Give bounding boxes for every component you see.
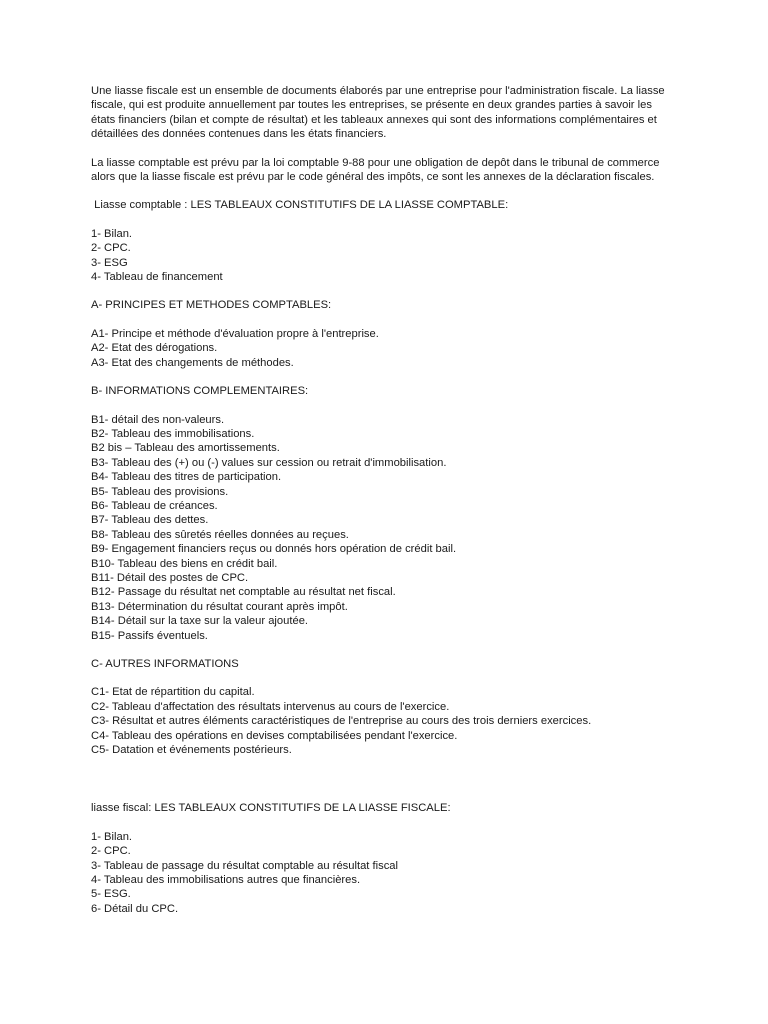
list-item: B8- Tableau des sûretés réelles données au reçues. <box>91 528 349 541</box>
list-item: C3- Résultat et autres éléments caractéristiques de l'entreprise au cours des trois derniers exercices. <box>91 715 592 728</box>
list-item: B5- Tableau des provisions. <box>91 485 229 498</box>
list-item: B10- Tableau des biens en crédit bail. <box>91 557 278 570</box>
list-item: C5- Datation et événements postérieurs. <box>91 744 292 757</box>
list-item: A2- Etat des dérogations. <box>91 342 218 355</box>
section-b-list <box>91 413 671 644</box>
intro-paragraph-2: La liasse comptable est prévu par la loi comptable 9-88 pour une obligation de depôt dans le tribunal de commerce alors que la liasse fiscale est prévu par le code général des impôts, ce sont les annexes de la déclaration fiscales. <box>91 156 660 184</box>
spacer <box>91 771 671 801</box>
list-item: A3- Etat des changements de méthodes. <box>91 356 294 369</box>
liasse-comptable-heading: Liasse comptable : LES TABLEAUX CONSTITUTIFS DE LA LIASSE COMPTABLE: <box>91 199 509 212</box>
list-item: 4- Tableau de financement <box>91 271 223 284</box>
list-item: 2- CPC. <box>91 845 131 858</box>
list-item: B15- Passifs éventuels. <box>91 629 208 642</box>
list-item: B11- Détail des postes de CPC. <box>91 571 249 584</box>
list-item: 4- Tableau des immobilisations autres que financières. <box>91 874 361 887</box>
list-item: 3- Tableau de passage du résultat comptable au résultat fiscal <box>91 859 399 872</box>
list-item: C4- Tableau des opérations en devises comptabilisées pendant l'exercice. <box>91 729 458 742</box>
list-item: B6- Tableau de créances. <box>91 499 218 512</box>
list-item: B13- Détermination du résultat courant après impôt. <box>91 600 348 613</box>
section-c-list <box>91 685 671 757</box>
liasse-fiscale-heading: liasse fiscal: LES TABLEAUX CONSTITUTIFS DE LA LIASSE FISCALE: <box>91 802 451 815</box>
list-item: 3- ESG <box>91 256 128 269</box>
section-c-heading: C- AUTRES INFORMATIONS <box>91 658 239 670</box>
liasse-fiscale-list <box>91 830 671 916</box>
list-item: B3- Tableau des (+) ou (-) values sur cession ou retrait d'immobilisation. <box>91 456 447 469</box>
section-b-heading: B- INFORMATIONS COMPLEMENTAIRES: <box>91 385 309 398</box>
list-item: 6- Détail du CPC. <box>91 902 179 915</box>
list-item: C1- Etat de répartition du capital. <box>91 686 255 699</box>
list-item: B9- Engagement financiers reçus ou donnés hors opération de crédit bail. <box>91 543 457 556</box>
list-item: B2 bis – Tableau des amortissements. <box>91 442 280 455</box>
list-item: 2- CPC. <box>91 242 131 255</box>
list-item: 1- Bilan. <box>91 830 133 843</box>
section-a-heading: A- PRINCIPES ET METHODES COMPTABLES: <box>91 299 332 312</box>
section-a-list <box>91 327 671 370</box>
list-item: C2- Tableau d'affectation des résultats intervenus au cours de l'exercice. <box>91 700 450 713</box>
list-item: B2- Tableau des immobilisations. <box>91 427 255 440</box>
intro-paragraph-1: Une liasse fiscale est un ensemble de documents élaborés par une entreprise pour l'administration fiscale. La liasse fiscale, qui est produite annuellement par toutes les entreprises, se présente en deux grandes parties à savoir les états financiers (bilan et compte de résultat) et les tableaux annexes qui sont des informations complémentaires et détaillées des données contenues dans les états financiers. <box>91 85 665 141</box>
document-page <box>91 84 671 930</box>
list-item: B4- Tableau des titres de participation. <box>91 471 282 484</box>
liasse-comptable-list <box>91 227 671 285</box>
list-item: B12- Passage du résultat net comptable au résultat net fiscal. <box>91 586 396 599</box>
list-item: 1- Bilan. <box>91 227 133 240</box>
list-item: A1- Principe et méthode d'évaluation propre à l'entreprise. <box>91 327 379 340</box>
list-item: B1- détail des non-valeurs. <box>91 413 225 426</box>
list-item: 5- ESG. <box>91 888 131 901</box>
list-item: B14- Détail sur la taxe sur la valeur ajoutée. <box>91 615 309 628</box>
list-item: B7- Tableau des dettes. <box>91 514 209 527</box>
